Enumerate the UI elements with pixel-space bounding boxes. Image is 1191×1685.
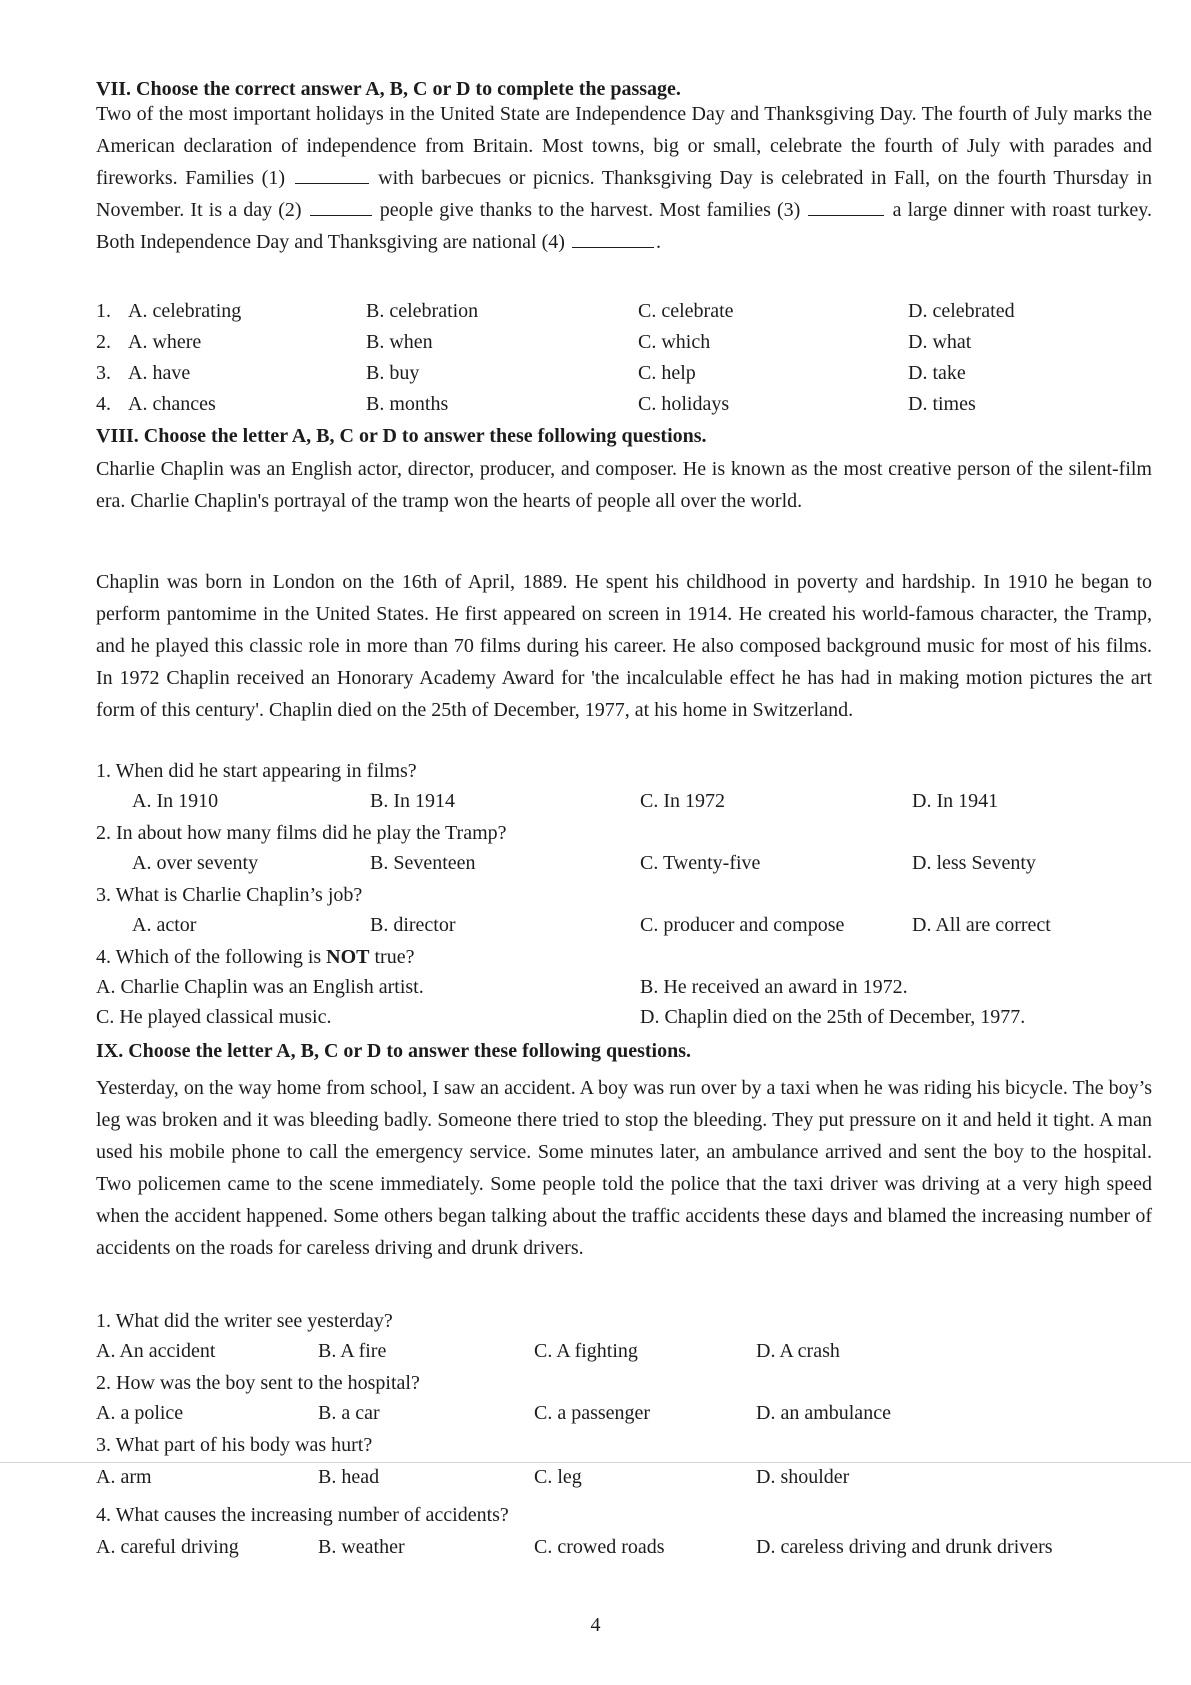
option-d[interactable]: D. take [908, 362, 966, 384]
question-9-3: 3. What part of his body was hurt? [96, 1434, 373, 1456]
option-a[interactable]: A. chances [128, 393, 216, 415]
option-a[interactable]: A. a police [96, 1402, 184, 1424]
question-9-1: 1. What did the writer see yesterday? [96, 1310, 393, 1332]
option-c[interactable]: C. He played classical music. [96, 1006, 332, 1028]
blank-2[interactable] [310, 197, 372, 216]
section-7-heading: VII. Choose the correct answer A, B, C or D to complete the passage. [96, 78, 681, 100]
option-b[interactable]: B. celebration [366, 300, 479, 322]
question-8-3: 3. What is Charlie Chaplin’s job? [96, 884, 363, 906]
item-number: 3. [96, 362, 111, 384]
option-a[interactable]: A. In 1910 [132, 790, 219, 812]
passage-part-2: with barbecues or picnics. Thanksgiving Day is celebrated in Fall, on the fourth Thursday in November. It is a day (2) [96, 167, 1153, 221]
option-a[interactable]: A. have [128, 362, 191, 384]
option-c[interactable]: C. a passenger [534, 1402, 651, 1424]
question-text: 4. Which of the following is [96, 946, 322, 968]
question-8-1: 1. When did he start appearing in films? [96, 760, 417, 782]
option-b[interactable]: B. In 1914 [370, 790, 455, 812]
passage-part-4: a large dinner with roast turkey. Both Independence Day and Thanksgiving are national (4) [96, 199, 1153, 253]
passage-part-1: Two of the most important holidays in the United State are Independence Day and Thanksgiving Day. The fourth of July marks the American declaration of independence from Britain. Most towns, big or small, celebrate the fourth of July with parades and fireworks. Families (1) [96, 103, 1152, 189]
option-c[interactable]: C. Twenty-five [640, 852, 761, 874]
option-b[interactable]: B. a car [318, 1402, 380, 1424]
option-b[interactable]: B. head [318, 1466, 380, 1488]
option-d[interactable]: D. celebrated [908, 300, 1015, 322]
option-d[interactable]: D. shoulder [756, 1466, 850, 1488]
option-d[interactable]: D. careless driving and drunk drivers [756, 1536, 1053, 1558]
option-a[interactable]: A. celebrating [128, 300, 242, 322]
option-c[interactable]: C. celebrate [638, 300, 734, 322]
option-b[interactable]: B. Seventeen [370, 852, 476, 874]
emphasis-not: NOT [326, 946, 370, 968]
option-a[interactable]: A. over seventy [132, 852, 259, 874]
option-c[interactable]: C. help [638, 362, 696, 384]
option-c[interactable]: C. holidays [638, 393, 730, 415]
option-d[interactable]: D. Chaplin died on the 25th of December, 1977. [640, 1006, 1026, 1028]
option-b[interactable]: B. He received an award in 1972. [640, 976, 908, 998]
option-a[interactable]: A. where [128, 331, 202, 353]
option-d[interactable]: D. what [908, 331, 972, 353]
question-text-end: true? [374, 946, 415, 968]
option-d[interactable]: D. times [908, 393, 976, 415]
accident-paragraph: Yesterday, on the way home from school, I saw an accident. A boy was run over by a taxi when he was riding his bicycle. The boy’s leg was broken and it was bleeding badly. Someone there tried to stop the bleeding. They put pressure on it and held it tight. A man used his mobile phone to call the emergency service. Some minutes later, an ambulance arrived and sent the boy to the hospital. Two policemen came to the scene immediately. Some people told the police that the taxi driver was driving at a very high speed when the accident happened. Some others began talking about the traffic accidents these days and blamed the increasing number of accidents on the roads for careless driving and drunk drivers. [96, 1077, 1152, 1259]
item-number: 1. [96, 300, 111, 322]
question-8-2: 2. In about how many films did he play the Tramp? [96, 822, 507, 844]
chaplin-paragraph-2: Chaplin was born in London on the 16th of April, 1889. He spent his childhood in poverty and hardship. In 1910 he began to perform pantomime in the United States. He first appeared on screen in 1914. He created his world-famous character, the Tramp, and he played this classic role in more than 70 films during his career. He also composed background music for most of his films. In 1972 Chaplin received an Honorary Academy Award for 'the incalculable effect he has had in making motion pictures the art form of this century'. Chaplin died on the 25th of December, 1977, at his home in Switzerland. [96, 571, 1152, 721]
option-b[interactable]: B. buy [366, 362, 420, 384]
blank-3[interactable] [808, 197, 884, 216]
option-d[interactable]: D. less Seventy [912, 852, 1036, 874]
option-d[interactable]: D. All are correct [912, 914, 1051, 936]
option-c[interactable]: C. A fighting [534, 1340, 638, 1362]
option-b[interactable]: B. A fire [318, 1340, 387, 1362]
option-a[interactable]: A. arm [96, 1466, 152, 1488]
option-d[interactable]: D. A crash [756, 1340, 840, 1362]
section-8-heading: VIII. Choose the letter A, B, C or D to answer these following questions. [96, 425, 707, 447]
section-9-heading: IX. Choose the letter A, B, C or D to answer these following questions. [96, 1040, 691, 1062]
option-c[interactable]: C. producer and compose [640, 914, 845, 936]
question-8-4 [96, 946, 414, 969]
option-b[interactable]: B. months [366, 393, 449, 415]
scan-line [0, 1462, 1191, 1463]
option-a[interactable]: A. careful driving [96, 1536, 239, 1558]
blank-1[interactable] [295, 165, 369, 184]
option-c[interactable]: C. In 1972 [640, 790, 725, 812]
item-number: 4. [96, 393, 111, 415]
chaplin-paragraph-1: Charlie Chaplin was an English actor, director, producer, and composer. He is known as the most creative person of the silent-film era. Charlie Chaplin's portrayal of the tramp won the hearts of people all over the world. [96, 458, 1152, 512]
passage-part-3: people give thanks to the harvest. Most families (3) [379, 199, 801, 221]
option-a[interactable]: A. Charlie Chaplin was an English artist. [96, 976, 424, 998]
section-7-passage [96, 98, 1152, 258]
option-c[interactable]: C. leg [534, 1466, 582, 1488]
question-9-4: 4. What causes the increasing number of accidents? [96, 1504, 509, 1526]
option-d[interactable]: D. an ambulance [756, 1402, 891, 1424]
option-a[interactable]: A. An accident [96, 1340, 216, 1362]
option-c[interactable]: C. crowed roads [534, 1536, 665, 1558]
option-b[interactable]: B. weather [318, 1536, 405, 1558]
question-9-2: 2. How was the boy sent to the hospital? [96, 1372, 420, 1394]
option-c[interactable]: C. which [638, 331, 711, 353]
option-b[interactable]: B. director [370, 914, 456, 936]
option-d[interactable]: D. In 1941 [912, 790, 999, 812]
item-number: 2. [96, 331, 111, 353]
passage-part-5: . [655, 231, 661, 253]
page-number: 4 [590, 1614, 601, 1636]
option-a[interactable]: A. actor [132, 914, 197, 936]
option-b[interactable]: B. when [366, 331, 433, 353]
blank-4[interactable] [572, 229, 654, 248]
